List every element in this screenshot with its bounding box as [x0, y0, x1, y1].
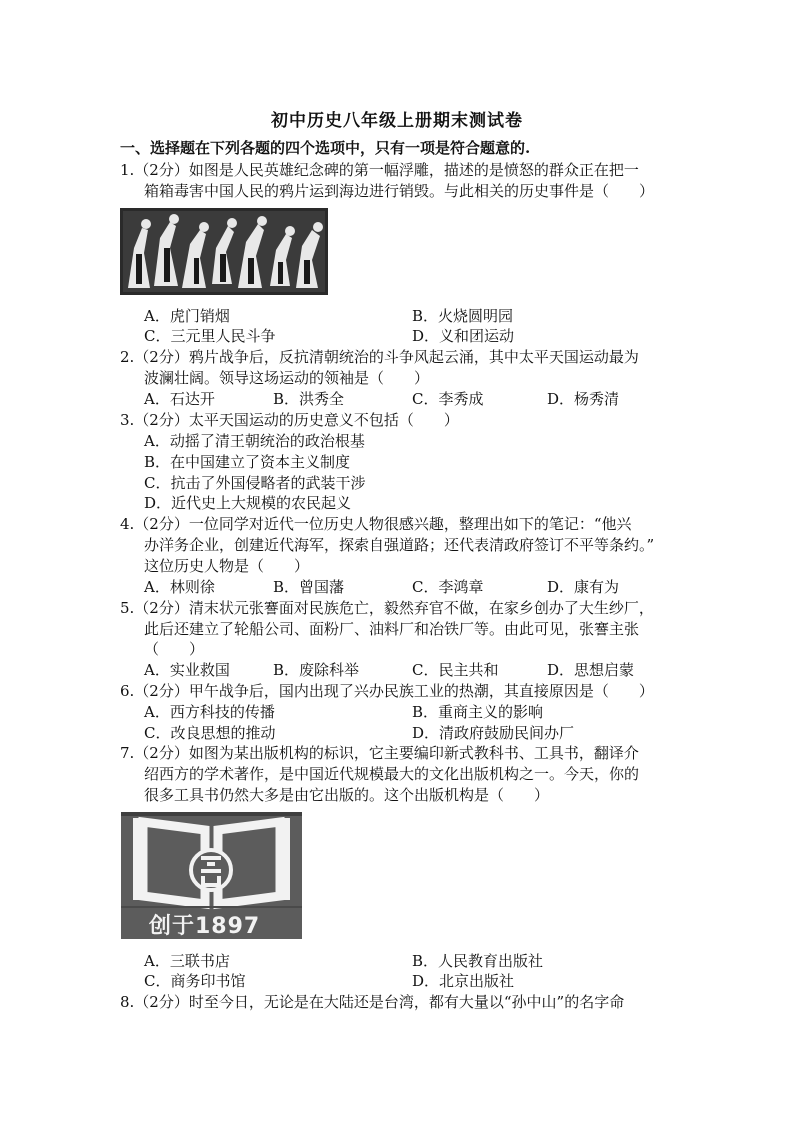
q6-option-a: A．西方科技的传播	[144, 703, 275, 721]
q3-option-b: B．在中国建立了资本主义制度	[144, 453, 351, 471]
publisher-logo-caption: 创于1897	[149, 914, 261, 939]
q7-option-a: A．三联书店	[144, 952, 230, 970]
q1-option-b: B．火烧圆明园	[412, 307, 514, 325]
question-8-line-1: 8.（2分）时至今日，无论是在大陆还是台湾，都有大量以“孙中山”的名字命	[120, 993, 625, 1011]
relief-sculpture-drawing	[120, 208, 328, 295]
q2-option-a: A．石达开	[144, 390, 215, 408]
question-6-line-1: 6.（2分）甲午战争后，国内出现了兴办民族工业的热潮，其直接原因是（ ）	[120, 682, 654, 700]
question-1-line-2: 箱箱毒害中国人民的鸦片运到海边进行销毁。与此相关的历史事件是（ ）	[144, 182, 655, 200]
question-5-line-1: 5.（2分）清末状元张謇面对民族危亡，毅然弃官不做，在家乡创办了大生纱厂，	[120, 599, 654, 617]
q2-option-b: B．洪秀全	[273, 390, 345, 408]
q5-option-b: B．废除科举	[273, 661, 360, 679]
q6-option-d: D．清政府鼓励民间办厂	[412, 724, 575, 742]
question-4-line-1: 4.（2分）一位同学对近代一位历史人物很感兴趣，整理出如下的笔记：“他兴	[120, 515, 632, 533]
q3-option-a: A．动摇了清王朝统治的政治根基	[144, 432, 365, 450]
question-2-line-2: 波澜壮阔。领导这场运动的领袖是（ ）	[144, 369, 430, 387]
q3-option-d: D．近代史上大规模的农民起义	[144, 494, 352, 512]
q4-option-b: B．曾国藩	[273, 578, 345, 596]
relief-sculpture-image	[120, 208, 328, 295]
question-4-line-2: 办洋务企业，创建近代海军，探索自强道路；还代表清政府签订不平等条约。”	[144, 536, 655, 554]
question-5-line-2: 此后还建立了轮船公司、面粉厂、油料厂和冶铁厂等。由此可见，张謇主张	[144, 620, 640, 638]
q3-option-c: C．抗击了外国侵略者的武装干涉	[144, 474, 366, 492]
q4-option-a: A．林则徐	[144, 578, 215, 596]
q4-option-d: D．康有为	[547, 578, 620, 596]
q6-option-c: C．改良思想的推动	[144, 724, 276, 742]
q2-option-d: D．杨秀清	[547, 390, 620, 408]
q1-option-a: A．虎门销烟	[144, 307, 230, 325]
q7-option-b: B．人民教育出版社	[412, 952, 544, 970]
publisher-logo-image	[121, 812, 302, 939]
question-1-line-1: 1.（2分）如图是人民英雄纪念碑的第一幅浮雕，描述的是愤怒的群众正在把一	[120, 161, 639, 179]
q7-option-d: D．北京出版社	[412, 972, 515, 990]
question-7-line-3: 很多工具书仍然大多是由它出版的。这个出版机构是（ ）	[144, 786, 550, 804]
question-4-line-3: 这位历史人物是（ ）	[144, 557, 310, 575]
section-heading: 一、选择题在下列各题的四个选项中，只有一项是符合题意的.	[120, 139, 531, 157]
q2-option-c: C．李秀成	[412, 390, 484, 408]
q5-option-a: A．实业救国	[144, 661, 230, 679]
q1-option-c: C．三元里人民斗争	[144, 327, 276, 345]
question-5-line-3: （ ）	[144, 640, 205, 658]
q4-option-c: C．李鸿章	[412, 578, 484, 596]
question-7-line-2: 绍西方的学术著作，是中国近代规模最大的文化出版机构之一。今天，你的	[144, 765, 640, 783]
q5-option-d: D．思想启蒙	[547, 661, 635, 679]
q7-option-c: C．商务印书馆	[144, 972, 246, 990]
q6-option-b: B．重商主义的影响	[412, 703, 544, 721]
q1-option-d: D．义和团运动	[412, 327, 515, 345]
question-7-line-1: 7.（2分）如图为某出版机构的标识，它主要编印新式教科书、工具书，翻译介	[120, 744, 639, 762]
page-title: 初中历史八年级上册期末测试卷	[271, 111, 523, 131]
q5-option-c: C．民主共和	[412, 661, 499, 679]
question-3-line-1: 3.（2分）太平天国运动的历史意义不包括（ ）	[120, 411, 459, 429]
question-2-line-1: 2.（2分）鸦片战争后，反抗清朝统治的斗争风起云涌，其中太平天国运动最为	[120, 348, 639, 366]
